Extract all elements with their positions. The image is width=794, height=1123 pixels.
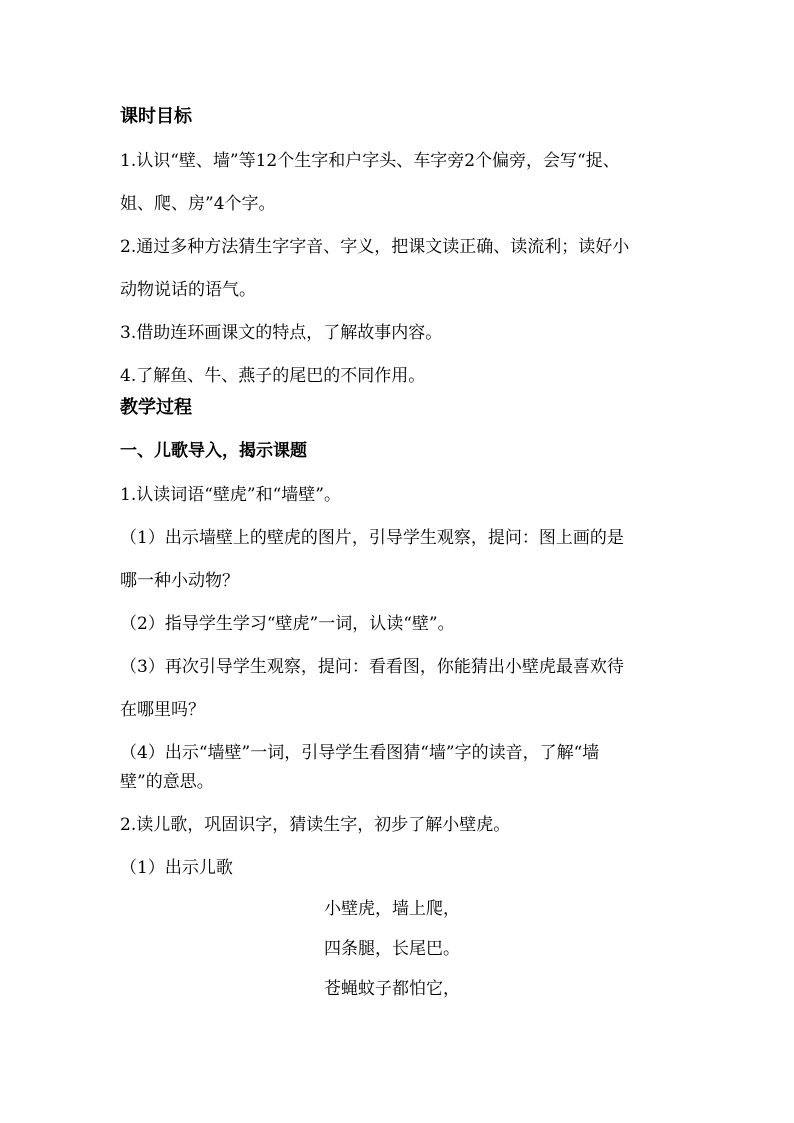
process-subheading: 一、儿歌导入，揭示课题 [120, 441, 307, 461]
process-line-3: 哪一种小动物？ [120, 571, 239, 591]
process-line-2: （1）出示墙壁上的壁虎的图片，引导学生观察，提问：图上画的是 [120, 528, 624, 548]
process-line-7: （4）出示“墙壁”一词，引导学生看图猜“墙”字的读音，了解“墙 [120, 743, 600, 763]
goal-line-2: 姐、爬、房”4个字。 [120, 194, 276, 214]
goal-line-6: 4.了解鱼、牛、燕子的尾巴的不同作用。 [120, 366, 426, 386]
goal-line-3: 2.通过多种方法猜生字字音、字义，把课文读正确、读流利；读好小 [120, 237, 630, 257]
process-line-9: 2.读儿歌，巩固识字，猜读生字，初步了解小壁虎。 [120, 815, 511, 835]
process-line-6: 在哪里吗？ [120, 700, 205, 720]
process-line-10: （1）出示儿歌 [120, 858, 233, 878]
goal-line-4: 动物说话的语气。 [120, 280, 256, 300]
section-title-process: 教学过程 [120, 397, 192, 418]
section-title-goals: 课时目标 [120, 106, 192, 127]
goal-line-1: 1.认识“壁、墙”等12个生字和户字头、车字旁2个偏旁，会写“捉、 [120, 151, 620, 171]
process-line-1: 1.认读词语“壁虎”和“墙壁”。 [120, 485, 341, 505]
process-line-8: 壁”的意思。 [120, 772, 214, 792]
goal-line-5: 3.借助连环画课文的特点，了解故事内容。 [120, 323, 443, 343]
poem-line-1: 小壁虎，墙上爬， [324, 899, 460, 919]
process-line-4: （2）指导学生学习“壁虎”一词，认读“壁”。 [120, 614, 455, 634]
poem-line-3: 苍蝇蚊子都怕它， [324, 979, 460, 999]
process-line-5: （3）再次引导学生观察，提问：看看图，你能猜出小壁虎最喜欢待 [120, 657, 624, 677]
poem-line-2: 四条腿，长尾巴。 [324, 939, 460, 959]
